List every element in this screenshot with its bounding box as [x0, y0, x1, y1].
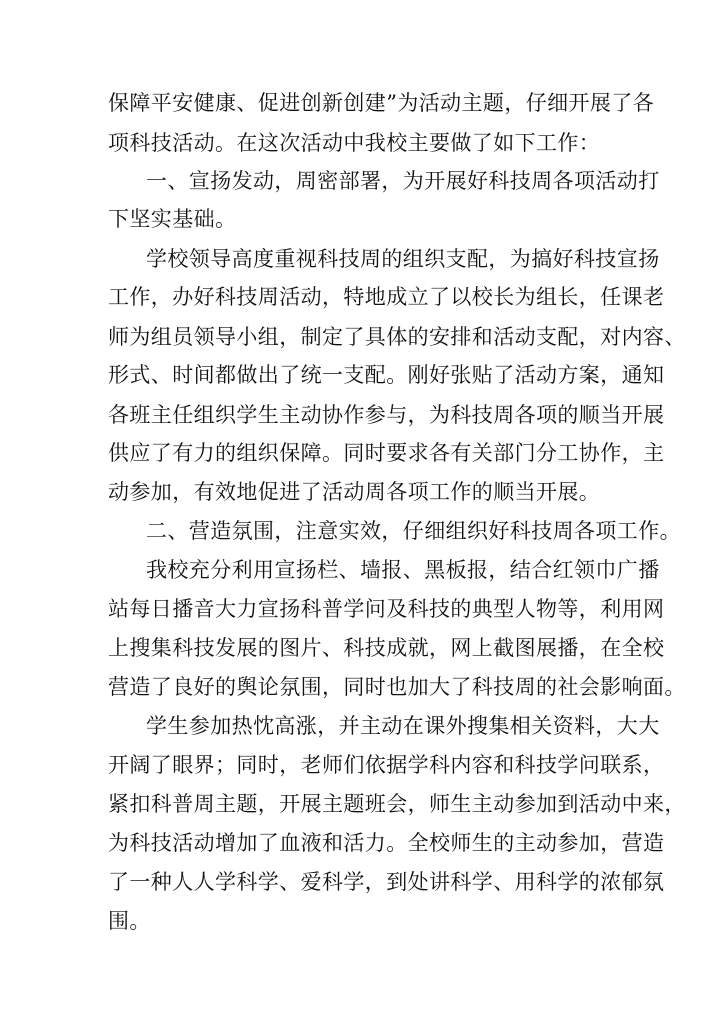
text-line: 紧扣科普周主题，开展主题班会，师生主动参加到活动中来，	[108, 792, 686, 816]
text-line: 我校充分利用宣扬栏、墙报、黑板报，结合红领巾广播	[146, 558, 660, 582]
section-heading: 二、营造氛围，注意实效，仔细组织好科技周各项工作。	[146, 519, 681, 543]
text-line: 站每日播音大力宣扬科普学问及科技的典型人物等，利用网	[108, 597, 665, 621]
section-heading: 一、宣扬发动，周密部署，为开展好科技周各项活动打	[146, 169, 660, 193]
text-line: 了一种人人学科学、爱科学，到处讲科学、用科学的浓郁氛	[108, 870, 665, 894]
text-line: 动参加，有效地促进了活动周各项工作的顺当开展。	[108, 480, 601, 504]
text-line: 形式、时间都做出了统一支配。刚好张贴了活动方案，通知	[108, 363, 665, 387]
text-line: 师为组员领导小组，制定了具体的安排和活动支配，对内容、	[108, 325, 686, 349]
text-line: 各班主任组织学生主动协作参与，为科技周各项的顺当开展	[108, 403, 665, 427]
text-line: 为科技活动增加了血液和活力。全校师生的主动参加，营造	[108, 831, 665, 855]
text-line: 学生参加热忱高涨，并主动在课外搜集相关资料，大大	[146, 714, 660, 738]
text-line: 下坚实基础。	[108, 207, 237, 231]
text-line: 围。	[108, 909, 151, 933]
text-line: 开阔了眼界；同时，老师们依据学科内容和科技学问联系，	[108, 753, 665, 777]
text-line: 保障平安健康、促进创新创建”为活动主题，仔细开展了各	[108, 91, 655, 115]
text-line: 工作，办好科技周活动，特地成立了以校长为组长，任课老	[108, 285, 665, 309]
text-line: 上搜集科技发展的图片、科技成就，网上截图展播，在全校	[108, 636, 665, 660]
text-line: 学校领导高度重视科技周的组织支配，为搞好科技宣扬	[146, 247, 660, 271]
text-line: 项科技活动。在这次活动中我校主要做了如下工作：	[108, 131, 601, 155]
text-line: 营造了良好的舆论氛围，同时也加大了科技周的社会影响面。	[108, 675, 686, 699]
text-line: 供应了有力的组织保障。同时要求各有关部门分工协作，主	[108, 441, 665, 465]
